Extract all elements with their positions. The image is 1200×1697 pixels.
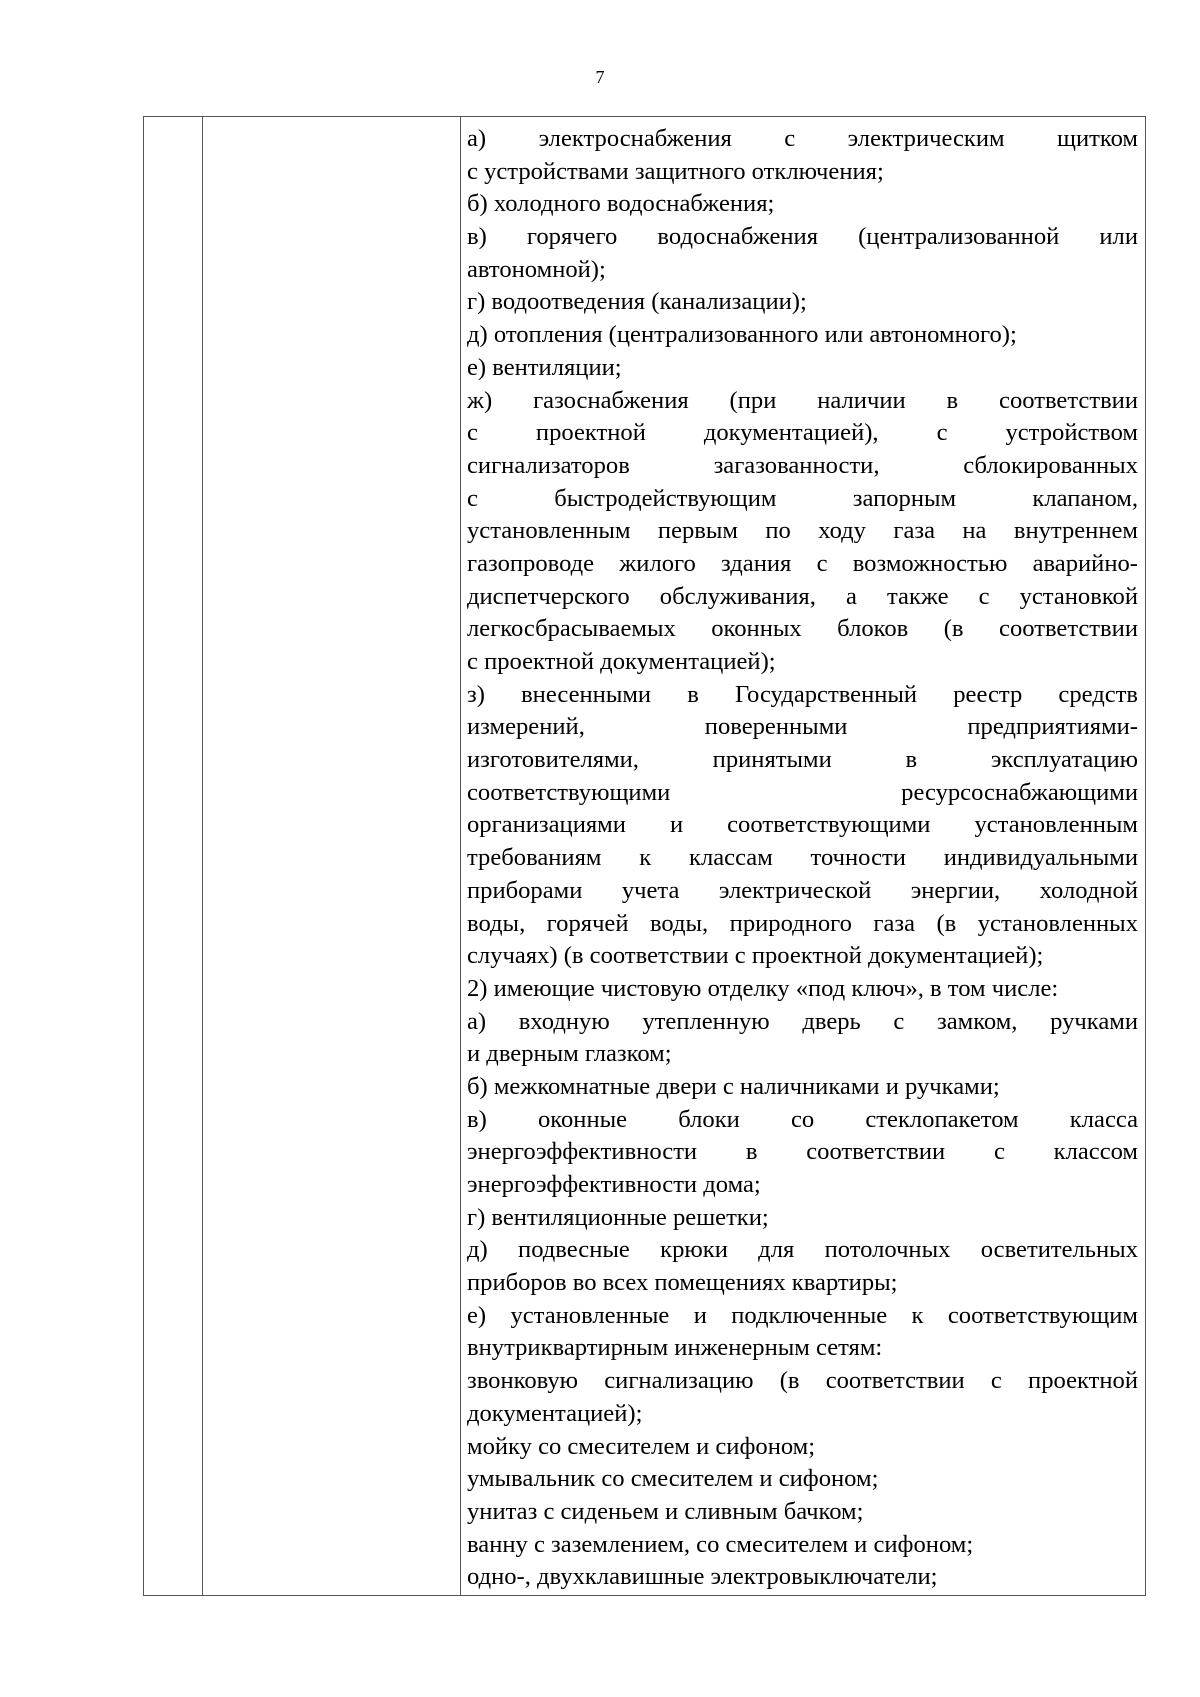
text-line: а) входную утепленную дверь с замком, ручками (467, 1007, 1138, 1035)
text-line: установленным первым по ходу газа на внутреннем (467, 517, 1138, 545)
text-line: документацией); (467, 1399, 643, 1427)
text-line: диспетчерского обслуживания, а также с установкой (467, 582, 1138, 610)
text-line: приборов во всех помещениях квартиры; (467, 1269, 898, 1297)
text-line: внутриквартирным инженерным сетям: (467, 1334, 883, 1362)
text-line: е) вентиляции; (467, 353, 622, 381)
text-line: легкосбрасываемых оконных блоков (в соответствии (467, 615, 1138, 643)
text-line: унитаз с сиденьем и сливным бачком; (467, 1497, 864, 1525)
text-line: а) электроснабжения с электрическим щитком (467, 125, 1138, 152)
text-line: энергоэффективности дома; (467, 1171, 761, 1198)
text-line: одно-, двухклавишные электровыключатели; (467, 1563, 938, 1591)
table-column-divider-1 (202, 117, 203, 1595)
text-line: звонковую сигнализацию (в соответствии с проектной (467, 1367, 1138, 1395)
text-line: б) холодного водоснабжения; (467, 190, 775, 218)
text-line: д) подвесные крюки для потолочных осветительных (467, 1236, 1138, 1264)
text-line: воды, горячей воды, природного газа (в установленных (467, 909, 1138, 937)
text-line: с проектной документацией), с устройством (467, 419, 1138, 447)
text-line: с устройствами защитного отключения; (467, 157, 884, 185)
text-line: газопроводе жилого здания с возможностью аварийно- (467, 549, 1138, 577)
text-line: г) вентиляционные решетки; (467, 1203, 769, 1231)
text-line: приборами учета электрической энергии, холодной (467, 876, 1138, 904)
text-line: организациями и соответствующими установленным (467, 811, 1138, 839)
text-line: 2) имеющие чистовую отделку «под ключ», в том числе: (467, 974, 1059, 1002)
text-line: в) горячего водоснабжения (централизованной или (467, 223, 1138, 251)
document-table (143, 116, 1146, 1596)
table-column-divider-2 (460, 117, 461, 1595)
text-line: изготовителями, принятыми в эксплуатацию (467, 746, 1138, 774)
text-line: з) внесенными в Государственный реестр средств (467, 680, 1138, 708)
text-line: энергоэффективности в соответствии с классом (467, 1138, 1138, 1166)
text-line: и дверным глазком; (467, 1040, 672, 1068)
text-line: в) оконные блоки со стеклопакетом класса (467, 1105, 1138, 1133)
text-line: сигнализаторов загазованности, сблокированных (467, 451, 1138, 479)
text-line: б) межкомнатные двери с наличниками и ручками; (467, 1072, 1000, 1100)
page-number: 7 (595, 67, 605, 87)
text-line: ванну с заземлением, со смесителем и сифоном; (467, 1530, 974, 1558)
text-line: ж) газоснабжения (при наличии в соответствии (467, 386, 1138, 414)
text-line: е) установленные и подключенные к соответствующим (467, 1301, 1138, 1329)
text-line: соответствующими ресурсоснабжающими (467, 778, 1138, 806)
text-line: требованиям к классам точности индивидуальными (467, 844, 1138, 872)
text-line: мойку со смесителем и сифоном; (467, 1432, 816, 1460)
text-line: д) отопления (централизованного или автономного); (467, 321, 1017, 349)
text-line: умывальник со смесителем и сифоном; (467, 1465, 879, 1493)
text-line: с быстродействующим запорным клапаном, (467, 484, 1138, 512)
text-line: случаях) (в соответствии с проектной документацией); (467, 942, 1044, 970)
table-cell-requirements-text (467, 123, 1138, 1594)
text-line: измерений, поверенными предприятиями- (467, 713, 1138, 741)
text-line: с проектной документацией); (467, 648, 776, 675)
text-line: г) водоотведения (канализации); (467, 288, 807, 316)
text-line: автономной); (467, 255, 606, 283)
